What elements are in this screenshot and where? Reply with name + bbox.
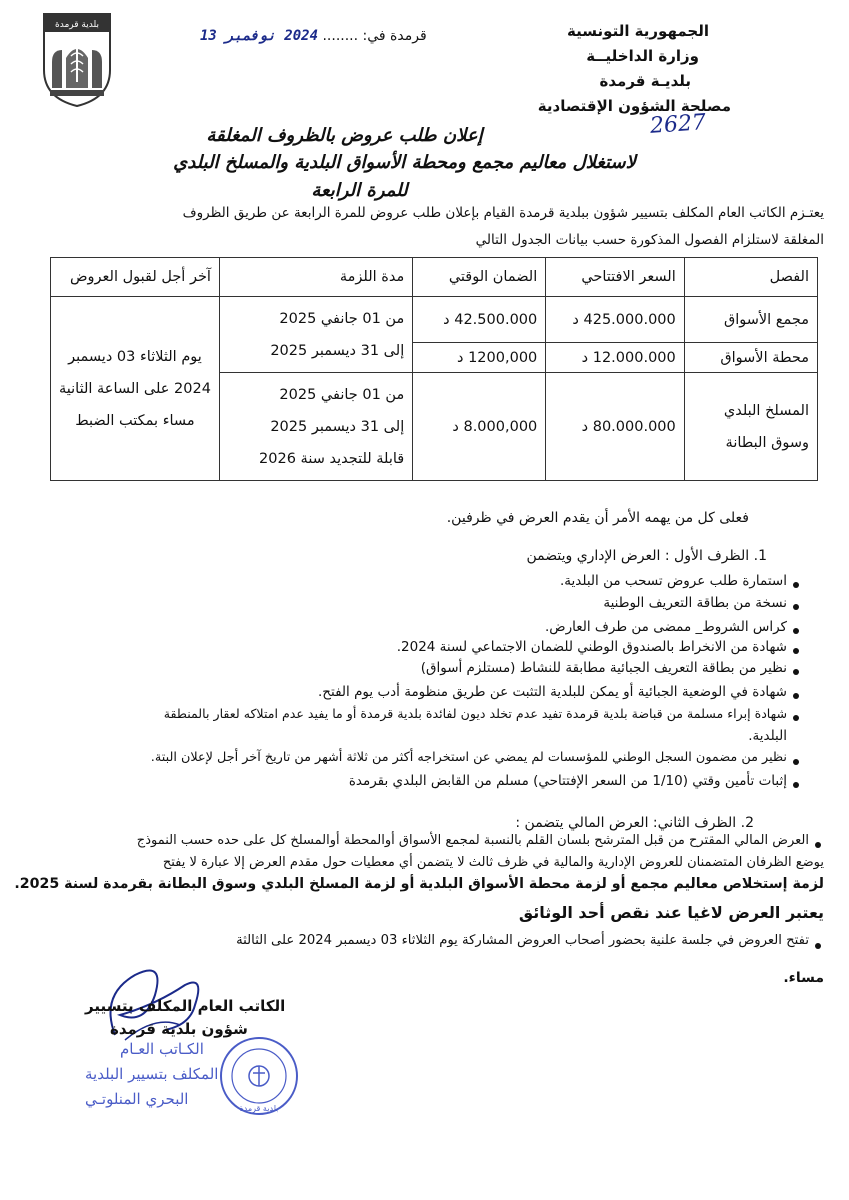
envelope-2-item: العرض المالي المقترح من قبل المترشح بلسان القلم بالنسبة لمجمع الأسواق أوالمحطة أوالمسلخ كل على حده حسب النموذج — [136, 833, 809, 848]
col-header-period: مدة اللزمة — [219, 258, 412, 297]
lead-text: فعلى كل من يهمه الأمر أن يقدم العرض في ظرفين. — [446, 510, 749, 526]
title-line-2: لاستغلال معاليم مجمع ومحطة الأسواق البلدية والمسلخ البلدي — [173, 152, 636, 173]
envelope-1-item: شهادة من الانخراط بالصندوق الوطني للضمان الاجتماعي لسنة 2024. — [396, 639, 787, 655]
header-municipality: بلديـة قرمدة — [599, 72, 691, 90]
municipality-logo — [40, 10, 114, 108]
opening-session: تفتح العروض في جلسة علنية بحضور أصحاب العروض المشاركة يوم الثلاثاء 03 ديسمبر 2024 على الثالثة — [236, 933, 809, 948]
col-header-guarantee: الضمان الوقتي — [413, 258, 546, 297]
envelope-2-heading: 2. الظرف الثاني: العرض المالي يتضمن : — [515, 815, 754, 831]
stamp-text-line-2: المكلف بتسيير البلدية — [85, 1065, 219, 1083]
header-country: الجمهورية التونسية — [567, 22, 709, 40]
cell-guarantee: 42.500.000 د — [413, 297, 546, 343]
cell-price: 425.000.000 د — [546, 297, 684, 343]
title-line-3: للمرة الرابعة — [311, 180, 408, 201]
stamp-text-line-1: الكـاتب العـام — [120, 1040, 204, 1058]
period-2-renewal: قابلة للتجديد سنة 2026 — [259, 450, 405, 467]
bullet-dot — [793, 715, 799, 721]
bullet-dot — [793, 669, 799, 675]
header-ministry: وزارة الداخليــة — [586, 47, 699, 65]
envelope-2-bold-2: يعتبر العرض لاغيا عند نقص أحد الوثائق — [518, 903, 824, 922]
cell-fasl: مجمع الأسواق — [684, 297, 817, 343]
envelope-1-item: كراس الشروط_ ممضى من طرف العارض. — [545, 619, 787, 635]
cell-price: 12.000.000 د — [546, 343, 684, 373]
title-line-1: إعلان طلب عروض بالظروف المغلقة — [206, 125, 483, 146]
envelope-1-item: نظير من بطاقة التعريف الجبائية مطابقة للنشاط (مستلزم أسواق) — [420, 660, 787, 676]
stamp-text: بلدية قرمدة — [239, 1104, 279, 1113]
table-row — [51, 297, 818, 343]
bullet-dot — [815, 842, 821, 848]
cell-fasl — [684, 373, 817, 481]
tender-table — [50, 257, 818, 481]
bullet-dot — [793, 782, 799, 788]
bullet-dot — [793, 604, 799, 610]
date-handwritten: 2024 نوفمبر 13 — [200, 28, 319, 44]
envelope-2-line-2: يوضع الظرفان المتضمنان للعروض الإدارية والمالية في ظرف ثالث لا يتضمن أي معطيات حول مقدم العرض إلا عبارة لا يفتح — [162, 855, 824, 870]
fasl-line-2: وسوق البطانة — [725, 434, 809, 451]
reference-number: 2627 — [649, 110, 707, 139]
intro-line-1: يعتـزم الكاتب العام المكلف بتسيير شؤون ببلدية قرمدة القيام بإعلان طلب عروض للمرة الرابعة عن طريق الظروف — [182, 205, 824, 221]
deadline-line-3: مساء بمكتب الضبط — [75, 412, 195, 429]
cell-deadline — [51, 297, 220, 481]
deadline-line-2: 2024 على الساعة الثانية — [59, 380, 211, 397]
envelope-1-item: نظير من مضمون السجل الوطني للمؤسسات لم يمضي عن استخراجه أكثر من ثلاثة أشهر من تاريخ آخر أجل لإعلان البتة. — [150, 750, 787, 765]
bullet-dot — [793, 693, 799, 699]
period-2-to: إلى 31 ديسمبر 2025 — [270, 418, 405, 435]
cell-price: 80.000.000 د — [546, 373, 684, 481]
envelope-1-item: شهادة في الوضعية الجبائية أو يمكن للبلدية التثبت عن طريق منظومة أدب يوم الفتح. — [318, 684, 787, 700]
envelope-1-heading: 1. الظرف الأول : العرض الإداري ويتضمن — [526, 548, 767, 564]
envelope-1-item: إثبات تأمين وقتي (1/10 من السعر الإفتتاحي) مسلم من القابض البلدي بقرمدة — [348, 773, 787, 789]
intro-line-2: المغلقة لاستلزام الفصول المذكورة حسب بيانات الجدول التالي — [475, 232, 824, 248]
header-department: مصلحة الشؤون الإقتصادية — [537, 97, 731, 115]
bullet-dot — [815, 943, 821, 949]
table-header-row — [51, 258, 818, 297]
col-header-deadline: آخر أجل لقبول العروض — [51, 258, 220, 297]
official-stamp — [218, 1035, 300, 1117]
signatory-title-line-2: شؤون بلدية قرمدة — [110, 1020, 248, 1038]
bullet-dot — [793, 648, 799, 654]
cell-period-2 — [219, 373, 412, 481]
period-1-to: إلى 31 ديسمبر 2025 — [270, 342, 405, 359]
col-header-fasl: الفصل — [684, 258, 817, 297]
fasl-line-1: المسلخ البلدي — [723, 402, 809, 419]
bullet-dot — [793, 628, 799, 634]
cell-guarantee: 1200,000 د — [413, 343, 546, 373]
bullet-dot — [793, 759, 799, 765]
envelope-1-item: شهادة إبراء مسلمة من قباضة بلدية قرمدة تفيد عدم تخلد ديون لفائدة بلدية قرمدة أو ما يفيد عدم امتلاكه لعقار بالمنطقة — [163, 706, 787, 721]
cell-period-1 — [219, 297, 412, 373]
opening-session-end: مساء. — [783, 970, 824, 986]
date-line — [200, 28, 427, 44]
period-2-from: من 01 جانفي 2025 — [279, 386, 405, 403]
bullet-dot — [793, 582, 799, 588]
deadline-line-1: يوم الثلاثاء 03 ديسمبر — [68, 348, 202, 365]
cell-fasl: محطة الأسواق — [684, 343, 817, 373]
stamp-text-line-3: البحري المنلوتـي — [85, 1090, 189, 1108]
cell-guarantee: 8.000,000 د — [413, 373, 546, 481]
envelope-1-item-continued: البلدية. — [748, 728, 787, 744]
envelope-1-item: استمارة طلب عروض تسحب من البلدية. — [560, 573, 787, 589]
signatory-title-line-1: الكاتب العام المكلف بتسيير — [85, 997, 286, 1015]
logo-text: بلدية قرمدة — [55, 20, 99, 30]
period-1-from: من 01 جانفي 2025 — [279, 310, 405, 327]
envelope-2-bold-1: لزمة إستخلاص معاليم مجمع أو لزمة محطة الأسواق البلدية أو لزمة المسلخ البلدي وسوق البطانة بقرمدة لسنة 2025. — [14, 876, 824, 892]
envelope-1-item: نسخة من بطاقة التعريف الوطنية — [603, 595, 787, 611]
date-prefix: قرمدة في: ........ — [322, 28, 427, 44]
col-header-price: السعر الافتتاحي — [546, 258, 684, 297]
